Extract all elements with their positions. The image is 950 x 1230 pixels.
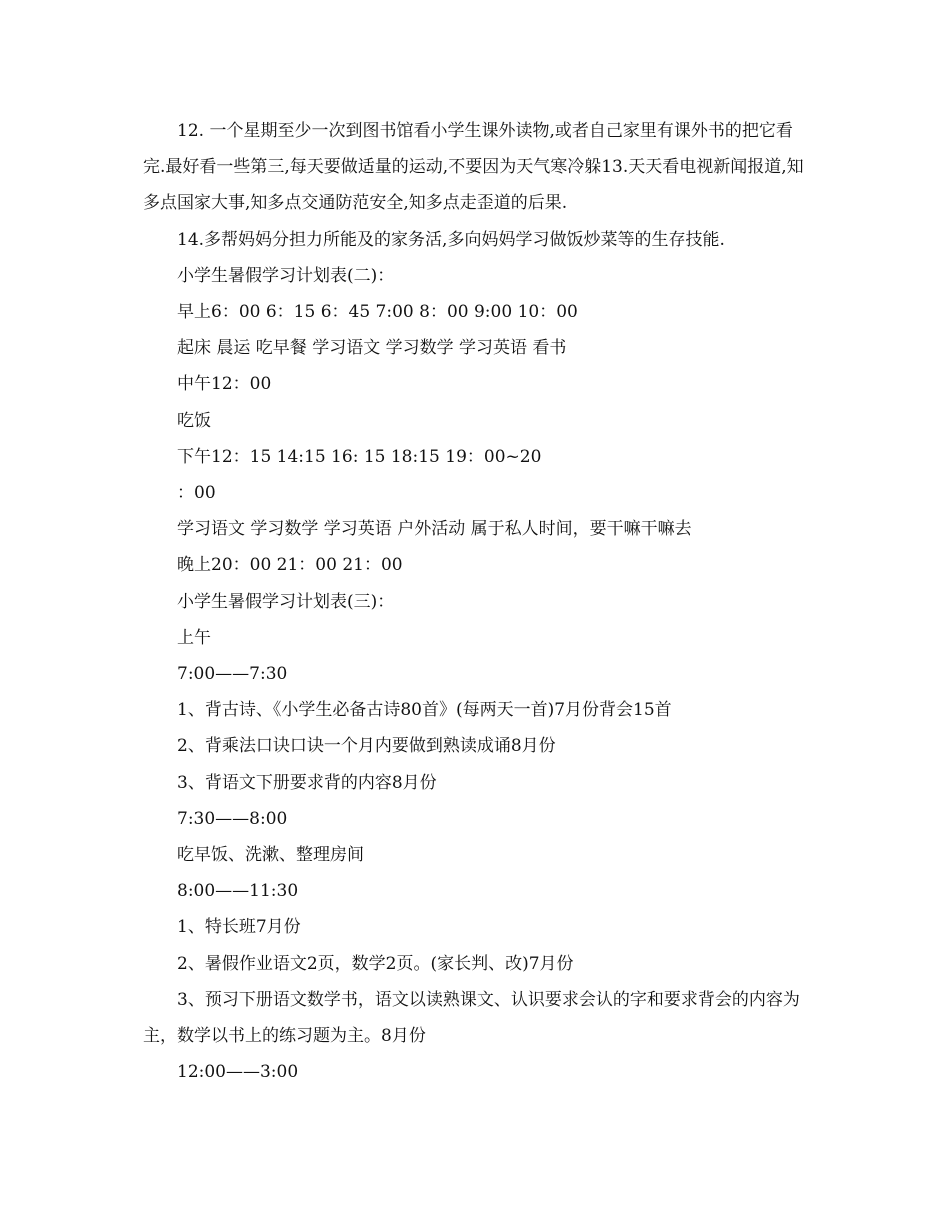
document-body (143, 113, 813, 1090)
paragraph-14-housework: 14.多帮妈妈分担力所能及的家务活,多向妈妈学习做饭炒菜等的生存技能. (177, 229, 725, 250)
line-noon-time: 中午12：00 (177, 374, 272, 395)
line-afternoon-times-cont: ：00 (177, 483, 216, 504)
item-multiplication: 2、背乘法口诀口诀一个月内要做到熟读成诵8月份 (177, 736, 556, 757)
line-noon-activity: 吃饭 (177, 410, 211, 431)
item-chinese-recite: 3、背语文下册要求背的内容8月份 (177, 772, 437, 793)
line-afternoon-activities: 学习语文 学习数学 学习英语 户外活动 属于私人时间，要干嘛干嘛去 (177, 519, 692, 540)
line-evening-times: 晚上20：00 21：00 21：00 (177, 555, 403, 576)
heading-plan-three: 小学生暑假学习计划表(三)： (177, 591, 395, 612)
line-morning-activities: 起床 晨运 吃早餐 学习语文 学习数学 学习英语 看书 (177, 338, 567, 359)
item-special-class: 1、特长班7月份 (177, 917, 301, 938)
heading-plan-two: 小学生暑假学习计划表(二)： (177, 265, 395, 286)
item-breakfast: 吃早饭、洗漱、整理房间 (177, 845, 364, 866)
item-preview: 3、预习下册语文数学书，语文以读熟课文、认识要求会认的字和要求背会的内容为主，数学以书上的练习题为主。8月份 (143, 989, 800, 1047)
time-slot-800: 8:00——11:30 (177, 881, 299, 902)
time-slot-700: 7:00——7:30 (177, 664, 288, 685)
time-slot-730: 7:30——8:00 (177, 808, 288, 829)
line-morning-times: 早上6：00 6：15 6：45 7:00 8：00 9:00 10：00 (177, 302, 578, 323)
paragraph-12-reading: 12. 一个星期至少一次到图书馆看小学生课外读物,或者自己家里有课外书的把它看完.最好看一些第三,每天要做适量的运动,不要因为天气寒冷躲13.天天看电视新闻报道,知多点国家大事,知多点交通防范安全,知多点走歪道的后果. (143, 121, 804, 214)
line-morning-label: 上午 (177, 627, 211, 648)
item-poems: 1、背古诗、《小学生必备古诗80首》(每两天一首)7月份背会15首 (177, 700, 672, 721)
time-slot-1200: 12:00——3:00 (177, 1062, 299, 1083)
item-homework: 2、暑假作业语文2页，数学2页。(家长判、改)7月份 (177, 953, 574, 974)
line-afternoon-times: 下午12：15 14:15 16: 15 18:15 19：00~20 (177, 446, 542, 467)
